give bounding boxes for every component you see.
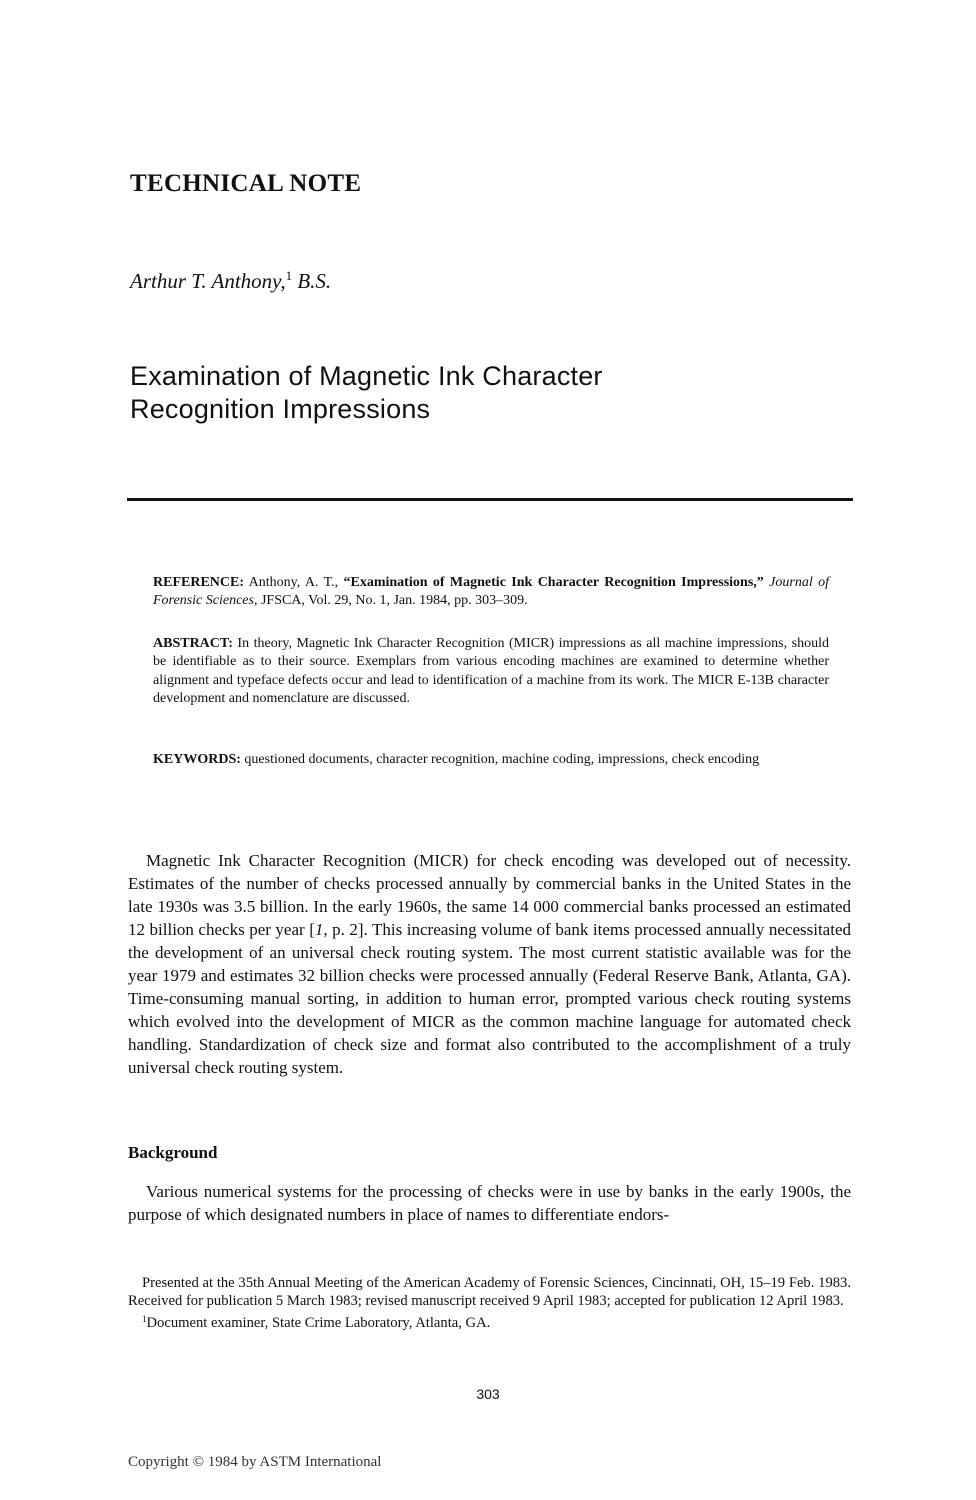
- reference-citation: , JFSCA, Vol. 29, No. 1, Jan. 1984, pp. 303–309.: [253, 593, 528, 609]
- reference-label: REFERENCE:: [153, 575, 245, 590]
- title-divider: [127, 498, 853, 501]
- intro-paragraph: [128, 849, 851, 1079]
- author-footnote-mark: 1: [285, 268, 293, 283]
- copyright-notice: Copyright © 1984 by ASTM International: [128, 1454, 382, 1470]
- background-heading: Background: [128, 1143, 218, 1162]
- page-number: 303: [476, 1386, 500, 1402]
- author-line: [130, 268, 331, 294]
- keywords-label: KEYWORDS:: [153, 752, 241, 767]
- author-name: Arthur T. Anthony,: [130, 269, 286, 293]
- title-line-1: Examination of Magnetic Ink Character: [130, 361, 603, 391]
- background-paragraph-block: [128, 1180, 851, 1226]
- footnote-presented: Presented at the 35th Annual Meeting of the American Academy of Forensic Sciences, Cincinnati, OH, 15–19 Feb. 1983. Received for publication 5 March 1983; revised manuscript received 9 April 1983; accepted for publication 12 April 1983.: [128, 1275, 851, 1309]
- reference-authors: Anthony, A. T.,: [244, 575, 344, 590]
- abstract-label: ABSTRACT:: [153, 636, 233, 651]
- background-paragraph: Various numerical systems for the processing of checks were in use by banks in the early 1900s, the purpose of which designated numbers in place of names to differentiate endors-: [128, 1182, 851, 1224]
- citation-ref: 1: [314, 920, 324, 939]
- article-title: [130, 360, 830, 426]
- title-line-2: Recognition Impressions: [130, 394, 431, 424]
- footnotes: [128, 1274, 851, 1332]
- intro-text-2: , p. 2]. This increasing volume of bank items processed annually necessitated the development of an universal check routing system. The most current statistic available was for the year 1979 and estimates 32 billion checks were processed annually (Federal Reserve Bank, Atlanta, GA). Time-consuming manual sorting, in addition to human error, prompted various check routing systems which evolved into the development of MICR as the common machine language for automated check handling. Standardization of check size and format also contributed to the accomplishment of a truly universal check routing system.: [128, 920, 851, 1077]
- intro-paragraph-block: [128, 849, 851, 1079]
- abstract-text: In theory, Magnetic Ink Character Recognition (MICR) impressions as all machine impressions, should be identifiable as to their source. Exemplars from various encoding machines are examined to determine whether alignment and typeface defects occur and lead to identification of a machine from its work. The MICR E-13B character development and nomenclature are discussed.: [153, 636, 829, 706]
- keywords-text: questioned documents, character recognition, machine coding, impressions, check encoding: [240, 752, 760, 767]
- abstract-block: [153, 635, 829, 708]
- reference-article-title: “Examination of Magnetic Ink Character Recognition Impressions,”: [343, 575, 764, 590]
- reference-journal: Journal of Forensic Sciences: [153, 575, 829, 609]
- footnote-1-mark: 1: [142, 1314, 147, 1324]
- intro-text-1: Magnetic Ink Character Recognition (MICR) for check encoding was developed out of necessity. Estimates of the number of checks processed annually by commercial banks in the United States in the late 1930s was 3.5 billion. In the early 1960s, the same 14 000 commercial banks processed an estimated 12 billion checks per year [: [128, 851, 851, 939]
- author-degree: B.S.: [297, 269, 332, 293]
- section-label: TECHNICAL NOTE: [130, 170, 362, 197]
- footnote-1: [128, 1310, 851, 1332]
- keywords-block: [153, 751, 829, 769]
- footnote-1-text: Document examiner, State Crime Laboratory, Atlanta, GA.: [146, 1315, 491, 1331]
- reference-block: [153, 574, 829, 611]
